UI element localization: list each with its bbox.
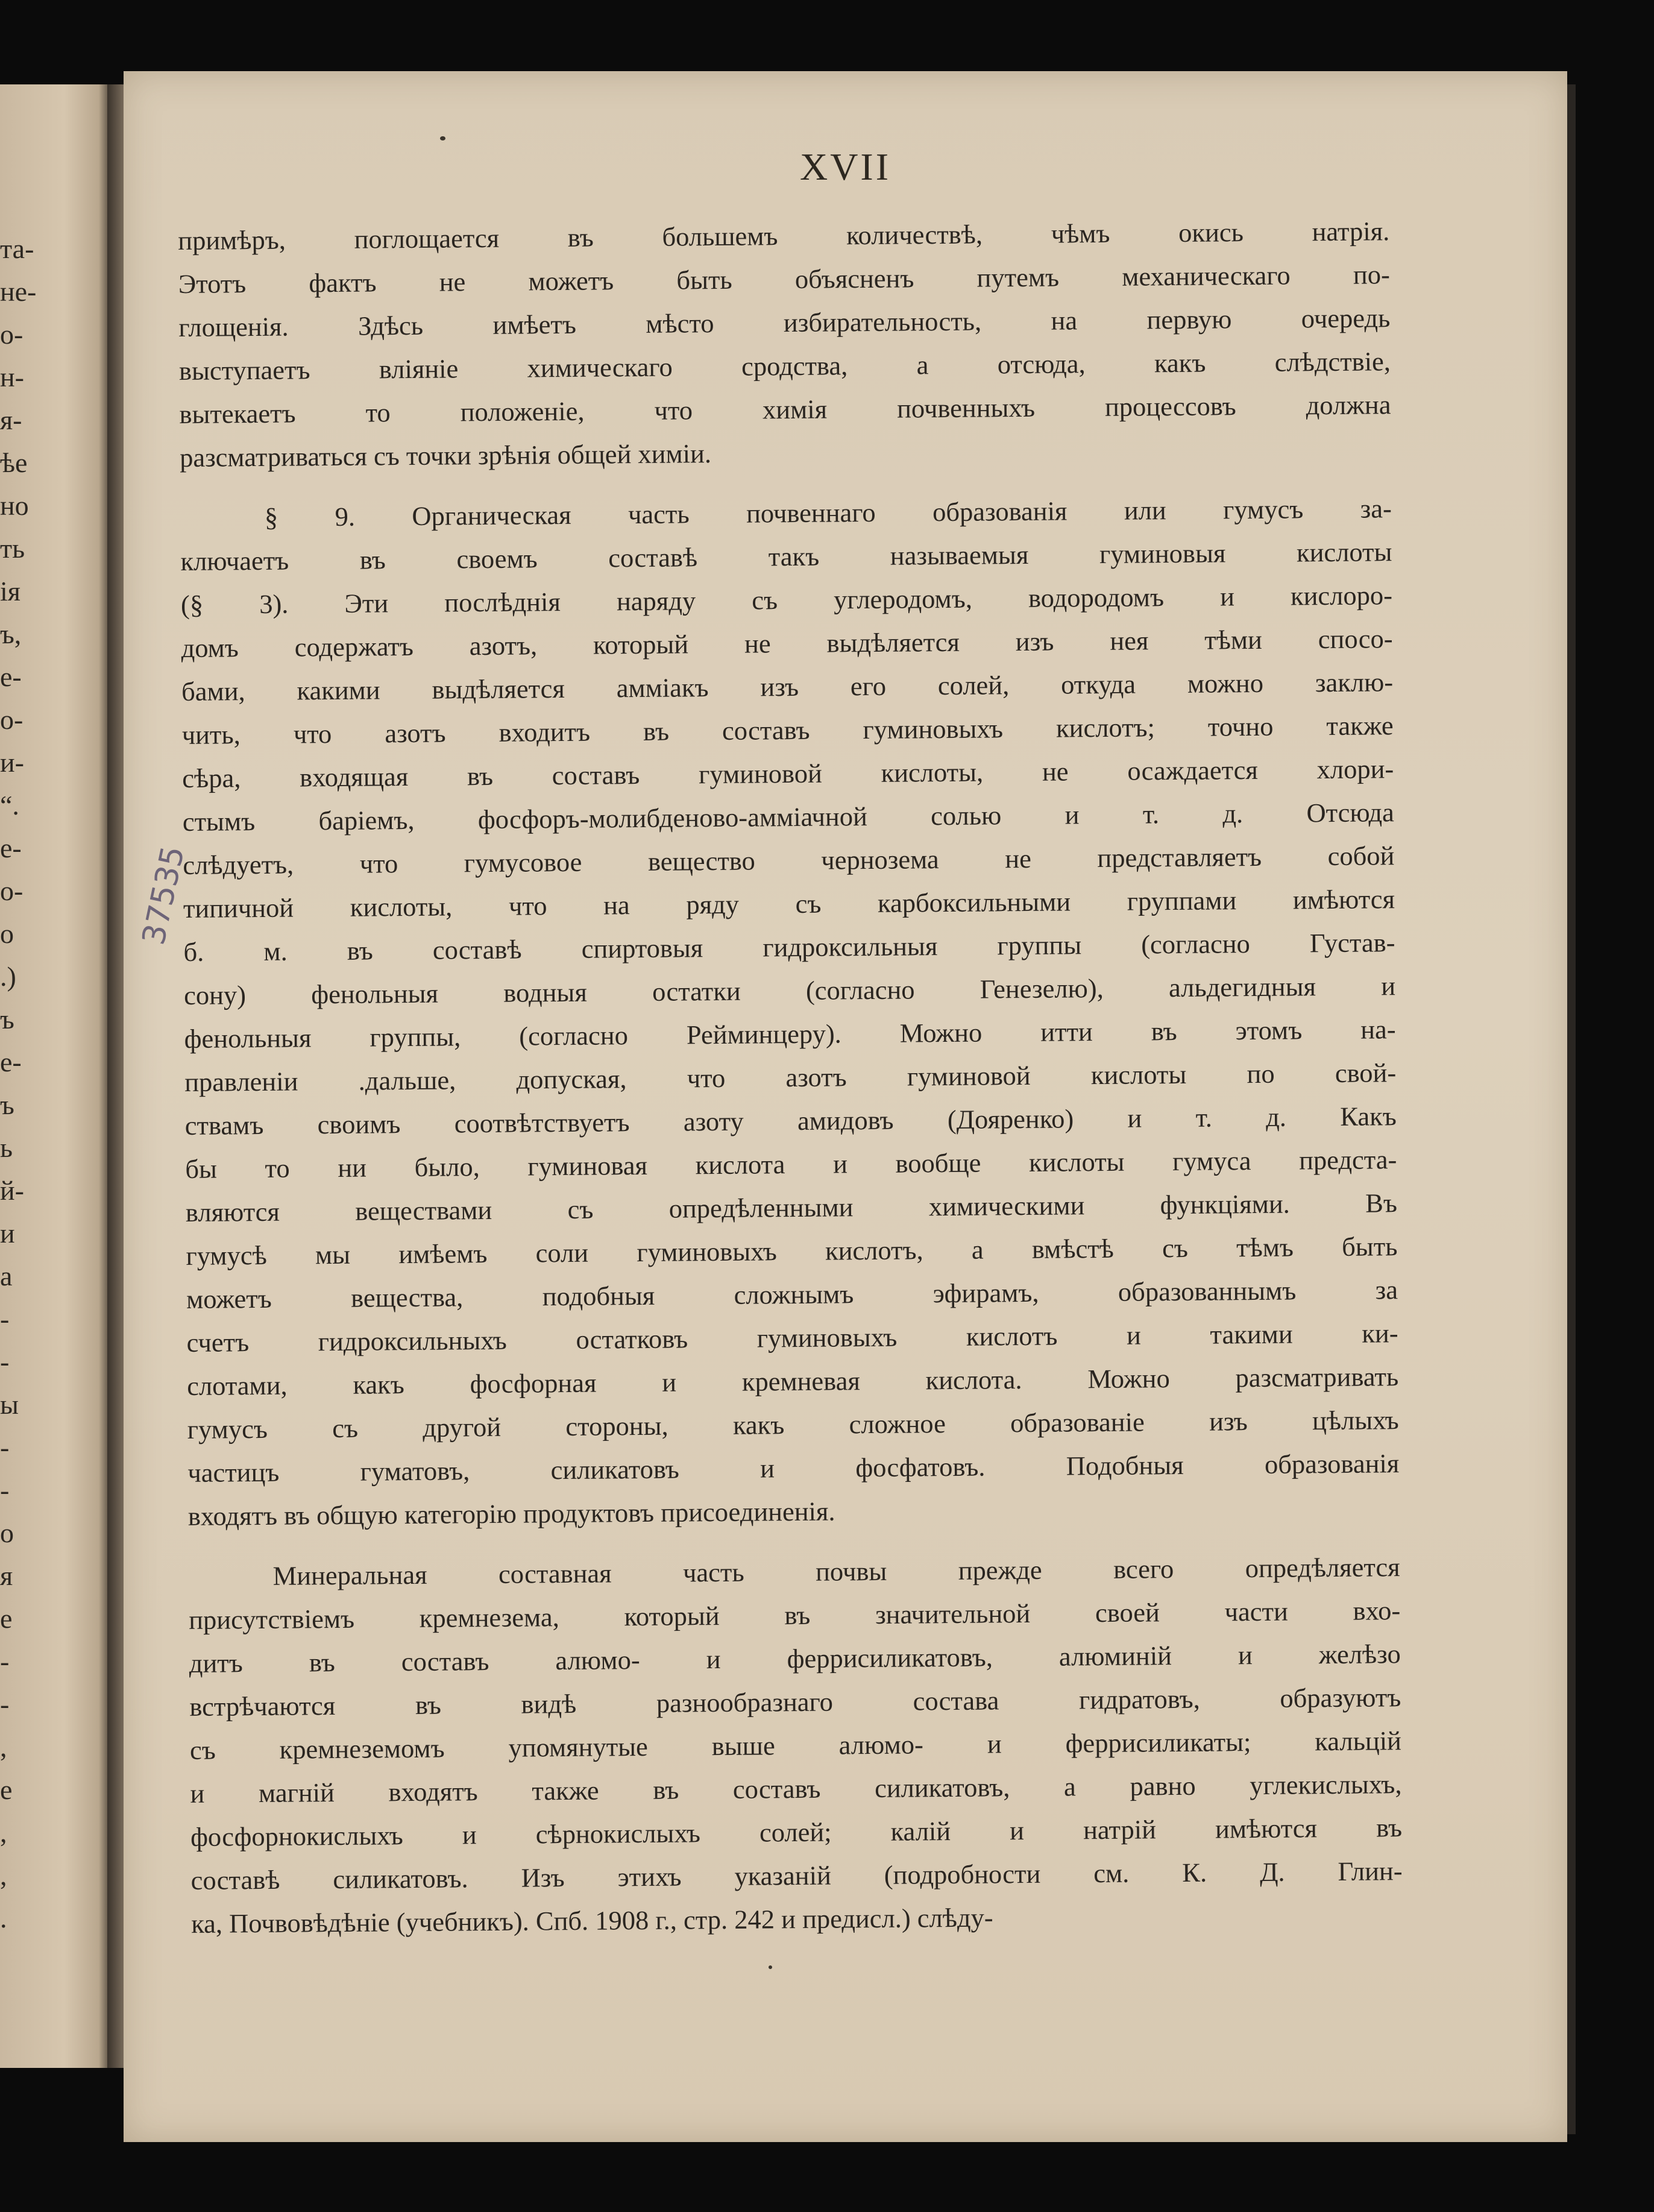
text-line: фосфорнокислыхъ и сѣрнокислыхъ солей; калій и натрій имѣются въ [190,1812,1403,1852]
left-page-fragment: е [0,1774,13,1805]
left-page-fragment: , [0,1860,7,1891]
left-page-fragment: - [0,1475,10,1505]
left-page-fragment: ъ, [0,619,22,649]
paragraph [180,487,1400,1538]
text-line: примѣръ, поглощается въ большемъ количествѣ, чѣмъ окись натрія. [178,216,1390,256]
page-number: XVII [799,145,891,188]
text-line: встрѣчаются въ видѣ разнообразнаго состава гидратовъ, образуютъ [189,1682,1401,1722]
text-line: Этотъ фактъ не можетъ быть объясненъ путемъ механическаго по- [178,259,1390,299]
left-page-fragment: - [0,1346,10,1377]
text-line: счетъ гидроксильныхъ остатковъ гуминовыхъ кислотъ и такими ки- [186,1318,1398,1358]
text-line: вытекаетъ то положеніе, что химія почвенныхъ процессовъ должна [179,389,1391,429]
text-line: чить, что азотъ входитъ въ составъ гуминовыхъ кислотъ; точно также [181,710,1394,750]
left-page-fragment: и [0,1218,15,1249]
left-page-fragment: ъ [0,1004,14,1035]
text-line: § 9. Органическая часть почвеннаго образованія или гумусъ за- [264,493,1392,532]
text-line: сону) фенольныя водныя остатки (согласно Генезелю), альдегидныя и [183,971,1396,1010]
ink-speck [440,136,445,140]
text-line: сѣра, входящая въ составъ гуминовой кислоты, не осаждается хлори- [182,754,1394,793]
text-line: фенольныя группы, (согласно Рейминцеру). Можно итти въ этомъ на- [184,1014,1396,1054]
text-line: ка, Почвовѣдѣніе (учебникъ). Спб. 1908 г., стр. 242 и предисл.) слѣду- [191,1902,993,1939]
left-page-fragment: , [0,1817,7,1848]
left-page-fragment: о [0,1517,14,1548]
text-line: присутствіемъ кремнезема, который въ значительной своей части вхо- [189,1595,1401,1635]
left-page-fragment: ія [0,576,20,607]
handwritten-margin-note: 37535 [136,843,192,948]
left-page-fragment: е- [0,1047,22,1077]
left-page-fragment: о [0,918,14,949]
text-line: и магній входятъ также въ составъ силикатовъ, а равно углекислыхъ, [190,1769,1402,1809]
text-line: типичной кислоты, что на ряду съ карбоксильными группами имѣются [183,884,1395,924]
paragraph [188,1545,1403,1946]
left-page-fragment: ь [0,1132,13,1163]
left-page-fragment: н- [0,362,24,392]
text-line: разсматриваться съ точки зрѣнія общей химіи. [179,438,712,473]
text-line: стымъ баріемъ, фосфоръ-молибденово-амміачной солью и т. д. Отсюда [182,797,1394,837]
text-line: слотами, какъ фосфорная и кремневая кислота. Можно разсматривать [187,1361,1399,1401]
text-line: домъ содержатъ азотъ, который не выдѣляется изъ нея тѣми спосо- [181,623,1393,663]
text-line: съ кремнеземомъ упомянутые выше алюмо- и феррисиликаты; кальцій [189,1725,1402,1765]
left-page-fragment: - [0,1689,10,1719]
paragraph [178,209,1391,479]
text-line: бы то ни было, гуминовая кислота и вообще кислоты гумуса предста- [185,1144,1397,1184]
left-page-fragment: я [0,1560,13,1591]
text-line: слѣдуетъ, что гумусовое вещество чернозема не представляетъ собой [183,840,1395,880]
text-line: гумусѣ мы имѣемъ соли гуминовыхъ кислотъ, а вмѣстѣ съ тѣмъ быть [186,1231,1398,1271]
text-line: можетъ вещества, подобныя сложнымъ эфирамъ, образованнымъ за [186,1275,1398,1314]
left-page-fragment: - [0,1303,10,1334]
left-page-fragment: .) [0,961,16,992]
left-page-fragment: ть [0,533,25,564]
left-page-fragment: “. [0,790,19,821]
left-page-fragment: о- [0,704,24,735]
left-page-fragment: но [0,490,29,521]
left-page-fragment: и- [0,747,24,778]
text-line: входятъ въ общую категорію продуктовъ присоединенія. [187,1496,835,1531]
book-gutter [107,84,125,2068]
left-page-edge [0,84,107,2068]
text-line: бами, какими выдѣляется амміакъ изъ его солей, откуда можно заклю- [181,667,1394,707]
text-line: правленіи .дальше, допуская, что азотъ гуминовой кислоты по свой- [184,1057,1397,1097]
left-page-fragment: , [0,1731,7,1762]
page-text [178,209,1403,1946]
left-page-fragment: о- [0,319,24,350]
left-page-fragment: е- [0,661,22,692]
left-page-fragment: е [0,1603,13,1634]
left-page-fragment: ы [0,1389,19,1420]
left-page-fragment: о- [0,875,24,906]
ink-speck [769,1965,772,1969]
text-line: ключаетъ въ своемъ составѣ такъ называемыя гуминовыя кислоты [180,537,1392,576]
left-page-fragment: - [0,1646,10,1677]
text-line: вляются веществами съ опредѣленными химическими функціями. Въ [185,1188,1398,1227]
text-line: ствамъ своимъ соотвѣтствуетъ азоту амидовъ (Дояренко) и т. д. Какъ [184,1101,1397,1141]
left-page-fragment: я- [0,405,22,435]
left-page-fragment: е- [0,833,22,863]
text-line: (§ 3). Эти послѣднія наряду съ углеродомъ, водородомъ и кислоро- [180,580,1393,620]
left-page-fragment: а [0,1261,13,1291]
text-line: частицъ гуматовъ, силикатовъ и фосфатовъ. Подобныя образованія [187,1448,1400,1488]
text-line: глощенія. Здѣсь имѣетъ мѣсто избирательность, на первую очередь [178,303,1391,342]
left-page-fragment: не- [0,276,37,307]
left-page-fragment: ъ [0,1089,14,1120]
text-line: выступаетъ вліяніе химическаго сродства, а отсюда, какъ слѣдствіе, [178,346,1391,386]
left-page-fragment: . [0,1903,7,1933]
text-line: дитъ въ составъ алюмо- и феррисиликатовъ, алюминій и желѣзо [189,1639,1401,1678]
book-page [124,71,1567,2142]
page-right-edge [1567,84,1576,2134]
text-line: гумусъ съ другой стороны, какъ сложное образованіе изъ цѣлыхъ [187,1405,1399,1445]
left-page-fragment: - [0,1432,10,1463]
text-line: Минеральная составная часть почвы прежде всего опредѣляется [272,1552,1400,1591]
left-page-fragment: та- [0,233,34,264]
text-line: б. м. въ составѣ спиртовыя гидроксильныя группы (согласно Густав- [183,927,1395,967]
left-page-fragment: й- [0,1175,24,1206]
left-page-fragment: ѣе [0,447,28,478]
text-line: составѣ силикатовъ. Изъ этихъ указаній (подробности см. К. Д. Глин- [190,1856,1403,1895]
